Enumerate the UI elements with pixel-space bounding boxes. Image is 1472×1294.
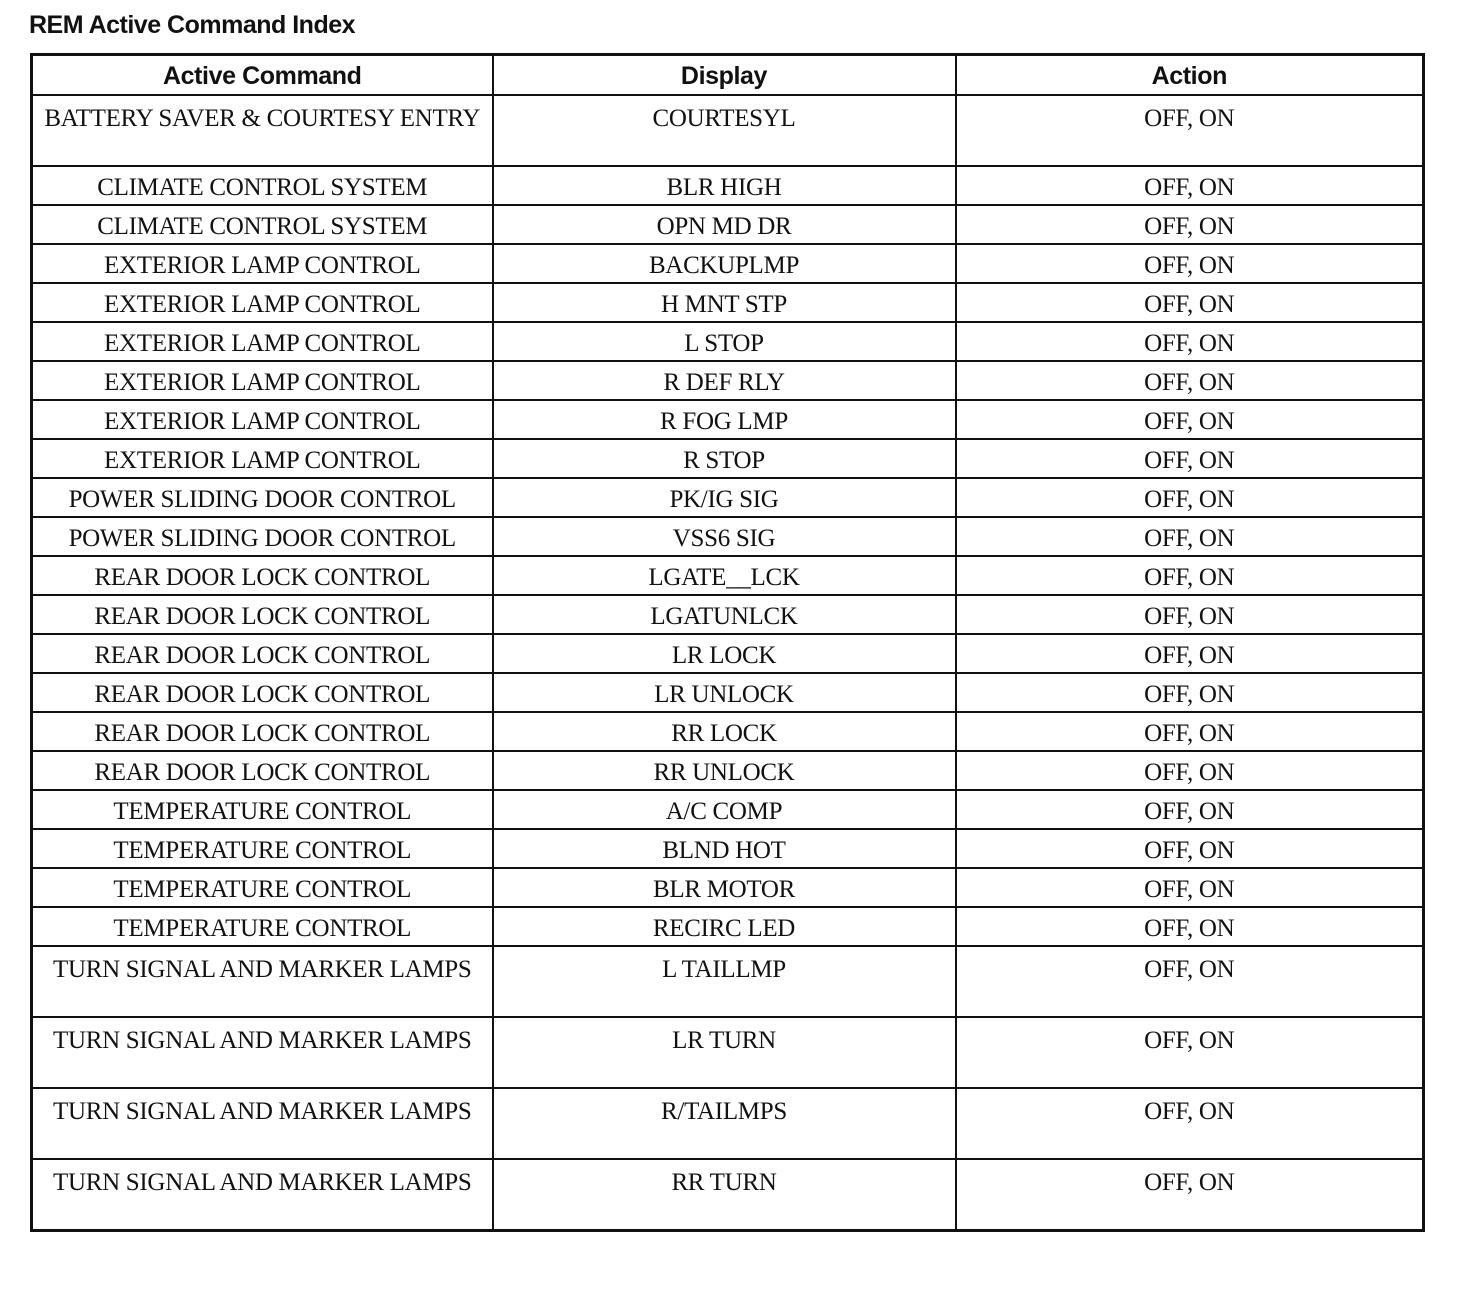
table-row — [32, 1088, 1424, 1159]
cell-active-command: EXTERIOR LAMP CONTROL — [32, 244, 493, 283]
cell-active-command: EXTERIOR LAMP CONTROL — [32, 400, 493, 439]
header-display: Display — [493, 55, 956, 96]
header-action: Action — [956, 55, 1424, 96]
table-row — [32, 751, 1424, 790]
cell-display: L STOP — [493, 322, 956, 361]
cell-active-command: EXTERIOR LAMP CONTROL — [32, 322, 493, 361]
cell-action: OFF, ON — [956, 790, 1424, 829]
table-row — [32, 907, 1424, 946]
cell-display: RR LOCK — [493, 712, 956, 751]
cell-active-command: TEMPERATURE CONTROL — [32, 907, 493, 946]
cell-display: RR TURN — [493, 1159, 956, 1230]
cell-active-command: POWER SLIDING DOOR CONTROL — [32, 478, 493, 517]
active-command-table — [30, 53, 1425, 1232]
cell-action: OFF, ON — [956, 829, 1424, 868]
page-title: REM Active Command Index — [29, 11, 356, 39]
cell-active-command: EXTERIOR LAMP CONTROL — [32, 439, 493, 478]
table-row — [32, 556, 1424, 595]
cell-action: OFF, ON — [956, 322, 1424, 361]
cell-action: OFF, ON — [956, 673, 1424, 712]
cell-active-command: REAR DOOR LOCK CONTROL — [32, 556, 493, 595]
cell-display: LGATUNLCK — [493, 595, 956, 634]
cell-display: R FOG LMP — [493, 400, 956, 439]
table-header-row — [32, 55, 1424, 96]
cell-action: OFF, ON — [956, 400, 1424, 439]
cell-action: OFF, ON — [956, 95, 1424, 166]
cell-active-command: REAR DOOR LOCK CONTROL — [32, 751, 493, 790]
cell-display: LR TURN — [493, 1017, 956, 1088]
table-row — [32, 95, 1424, 166]
cell-display: OPN MD DR — [493, 205, 956, 244]
table-row — [32, 595, 1424, 634]
cell-display: BLR HIGH — [493, 166, 956, 205]
table-row — [32, 166, 1424, 205]
cell-active-command: EXTERIOR LAMP CONTROL — [32, 361, 493, 400]
cell-action: OFF, ON — [956, 283, 1424, 322]
cell-action: OFF, ON — [956, 439, 1424, 478]
cell-active-command: BATTERY SAVER & COURTESY ENTRY — [32, 95, 493, 166]
cell-display: LR UNLOCK — [493, 673, 956, 712]
cell-action: OFF, ON — [956, 595, 1424, 634]
cell-active-command: CLIMATE CONTROL SYSTEM — [32, 205, 493, 244]
cell-action: OFF, ON — [956, 556, 1424, 595]
cell-display: R/TAILMPS — [493, 1088, 956, 1159]
table-row — [32, 283, 1424, 322]
cell-display: R DEF RLY — [493, 361, 956, 400]
cell-action: OFF, ON — [956, 166, 1424, 205]
table-row — [32, 478, 1424, 517]
cell-action: OFF, ON — [956, 517, 1424, 556]
table-row — [32, 1017, 1424, 1088]
cell-action: OFF, ON — [956, 907, 1424, 946]
cell-active-command: TEMPERATURE CONTROL — [32, 829, 493, 868]
cell-display: PK/IG SIG — [493, 478, 956, 517]
cell-display: VSS6 SIG — [493, 517, 956, 556]
cell-active-command: REAR DOOR LOCK CONTROL — [32, 712, 493, 751]
cell-display: BLR MOTOR — [493, 868, 956, 907]
table-row — [32, 634, 1424, 673]
cell-action: OFF, ON — [956, 1017, 1424, 1088]
cell-display: RR UNLOCK — [493, 751, 956, 790]
table-row — [32, 361, 1424, 400]
cell-display: R STOP — [493, 439, 956, 478]
table-row — [32, 244, 1424, 283]
cell-action: OFF, ON — [956, 946, 1424, 1017]
table-row — [32, 946, 1424, 1017]
cell-active-command: TEMPERATURE CONTROL — [32, 868, 493, 907]
cell-action: OFF, ON — [956, 751, 1424, 790]
cell-action: OFF, ON — [956, 1088, 1424, 1159]
cell-action: OFF, ON — [956, 634, 1424, 673]
cell-display: A/C COMP — [493, 790, 956, 829]
cell-active-command: REAR DOOR LOCK CONTROL — [32, 595, 493, 634]
table-row — [32, 790, 1424, 829]
cell-display: L TAILLMP — [493, 946, 956, 1017]
cell-active-command: TURN SIGNAL AND MARKER LAMPS — [32, 1088, 493, 1159]
cell-active-command: POWER SLIDING DOOR CONTROL — [32, 517, 493, 556]
cell-active-command: TURN SIGNAL AND MARKER LAMPS — [32, 1017, 493, 1088]
table-row — [32, 439, 1424, 478]
cell-action: OFF, ON — [956, 478, 1424, 517]
table-row — [32, 400, 1424, 439]
cell-active-command: REAR DOOR LOCK CONTROL — [32, 634, 493, 673]
cell-active-command: CLIMATE CONTROL SYSTEM — [32, 166, 493, 205]
cell-display: RECIRC LED — [493, 907, 956, 946]
table-row — [32, 1159, 1424, 1230]
cell-action: OFF, ON — [956, 1159, 1424, 1230]
table-row — [32, 868, 1424, 907]
table-row — [32, 322, 1424, 361]
cell-action: OFF, ON — [956, 712, 1424, 751]
cell-display: BACKUPLMP — [493, 244, 956, 283]
table-row — [32, 517, 1424, 556]
cell-display: LR LOCK — [493, 634, 956, 673]
cell-active-command: TURN SIGNAL AND MARKER LAMPS — [32, 1159, 493, 1230]
cell-display: BLND HOT — [493, 829, 956, 868]
cell-action: OFF, ON — [956, 361, 1424, 400]
cell-display: COURTESYL — [493, 95, 956, 166]
cell-action: OFF, ON — [956, 205, 1424, 244]
cell-active-command: TURN SIGNAL AND MARKER LAMPS — [32, 946, 493, 1017]
table-row — [32, 829, 1424, 868]
cell-display: LGATE__LCK — [493, 556, 956, 595]
table-row — [32, 205, 1424, 244]
cell-active-command: EXTERIOR LAMP CONTROL — [32, 283, 493, 322]
table-row — [32, 673, 1424, 712]
header-active-command: Active Command — [32, 55, 493, 96]
cell-display: H MNT STP — [493, 283, 956, 322]
cell-active-command: TEMPERATURE CONTROL — [32, 790, 493, 829]
cell-action: OFF, ON — [956, 244, 1424, 283]
table-row — [32, 712, 1424, 751]
cell-active-command: REAR DOOR LOCK CONTROL — [32, 673, 493, 712]
cell-action: OFF, ON — [956, 868, 1424, 907]
